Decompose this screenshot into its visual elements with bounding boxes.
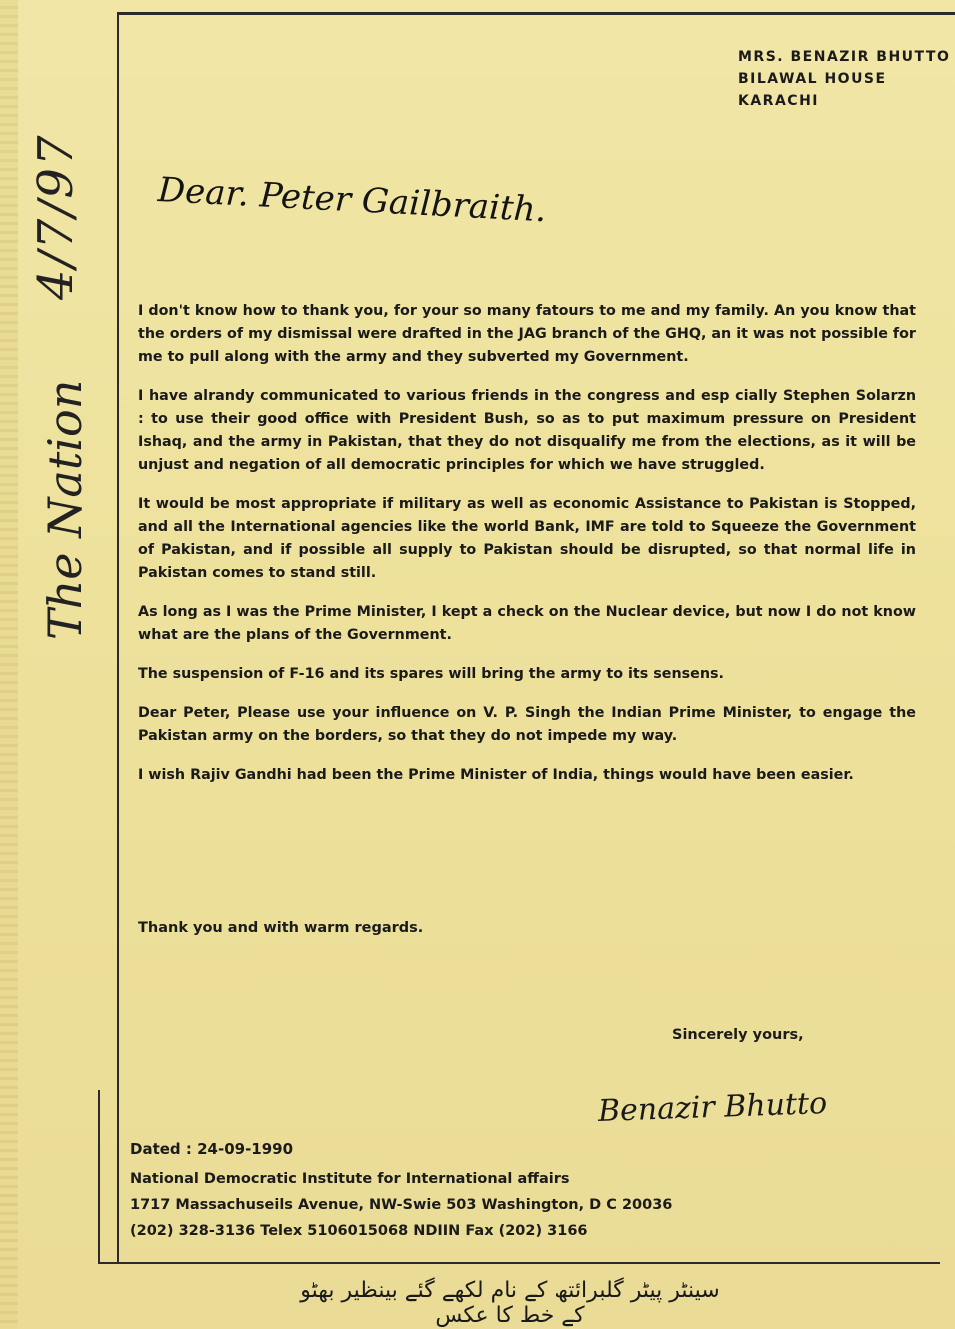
frame-left-rule: [117, 12, 119, 1262]
paragraph: The suspension of F-16 and its spares will bring the army to its sensens.: [138, 666, 724, 682]
paragraph: I wish Rajiv Gandhi had been the Prime Minister of India, things would have been easier.: [138, 767, 854, 783]
paragraph: I have alrandy communicated to various friends in the congress and esp cially Stephen Solarzn : to use their good office with President Bush, so as to put maximum pressure on President Ishaq, and the army in Pakistan, that they do not disqualify me from the elections, as it will be unjust and negation of all democratic principles for which we have struggled.: [138, 388, 916, 473]
frame-left-lower-rule: [98, 1090, 100, 1264]
dated-line: Dated : 24-09-1990: [130, 1140, 294, 1158]
letterhead: [738, 46, 950, 112]
salutation: Dear. Peter Gailbraith.: [156, 170, 548, 231]
signature: Benazir Bhutto: [597, 1086, 828, 1129]
letterhead-house: BILAWAL HOUSE: [738, 71, 887, 87]
urdu-caption: سینٹر پیٹر گلبرائتھ کے نام لکھے گئے بینظیر بھٹو کے خط کا عکس: [300, 1278, 720, 1328]
handwritten-date: 4/7/97: [28, 133, 84, 300]
letterhead-name: MRS. BENAZIR BHUTTO: [738, 49, 951, 65]
footer-contact: (202) 328-3136 Telex 5106015068 NDIIN Fax (202) 3166: [130, 1223, 588, 1239]
closing: Thank you and with warm regards.: [138, 920, 424, 936]
footer: [130, 1136, 672, 1244]
paragraph: I don't know how to thank you, for your so many fatours to me and my family. An you know that the orders of my dismissal were drafted in the JAG branch of the GHQ, an it was not possible for me to pull along with the army and they subverted my Government.: [138, 303, 916, 365]
footer-institute: National Democratic Institute for International affairs: [130, 1171, 570, 1187]
handwritten-source: The Nation: [38, 379, 92, 640]
frame-bottom-rule: [98, 1262, 940, 1264]
torn-edge: [0, 0, 18, 1329]
frame-top-rule: [118, 12, 955, 15]
paragraph: Dear Peter, Please use your influence on V. P. Singh the Indian Prime Minister, to engage the Pakistan army on the borders, so that they do not impede my way.: [138, 705, 916, 744]
signoff: Sincerely yours,: [672, 1027, 804, 1043]
letter-body: [138, 300, 916, 803]
footer-address: 1717 Massachuseils Avenue, NW-Swie 503 Washington, D C 20036: [130, 1197, 673, 1213]
paragraph: As long as I was the Prime Minister, I kept a check on the Nuclear device, but now I do not know what are the plans of the Government.: [138, 604, 916, 643]
paragraph: It would be most appropriate if military as well as economic Assistance to Pakistan is Stopped, and all the International agencies like the world Bank, IMF are told to Squeeze the Government of Pakistan, and if possible all supply to Pakistan should be disrupted, so that normal life in Pakistan comes to stand still.: [138, 496, 916, 581]
letterhead-city: KARACHI: [738, 93, 819, 109]
